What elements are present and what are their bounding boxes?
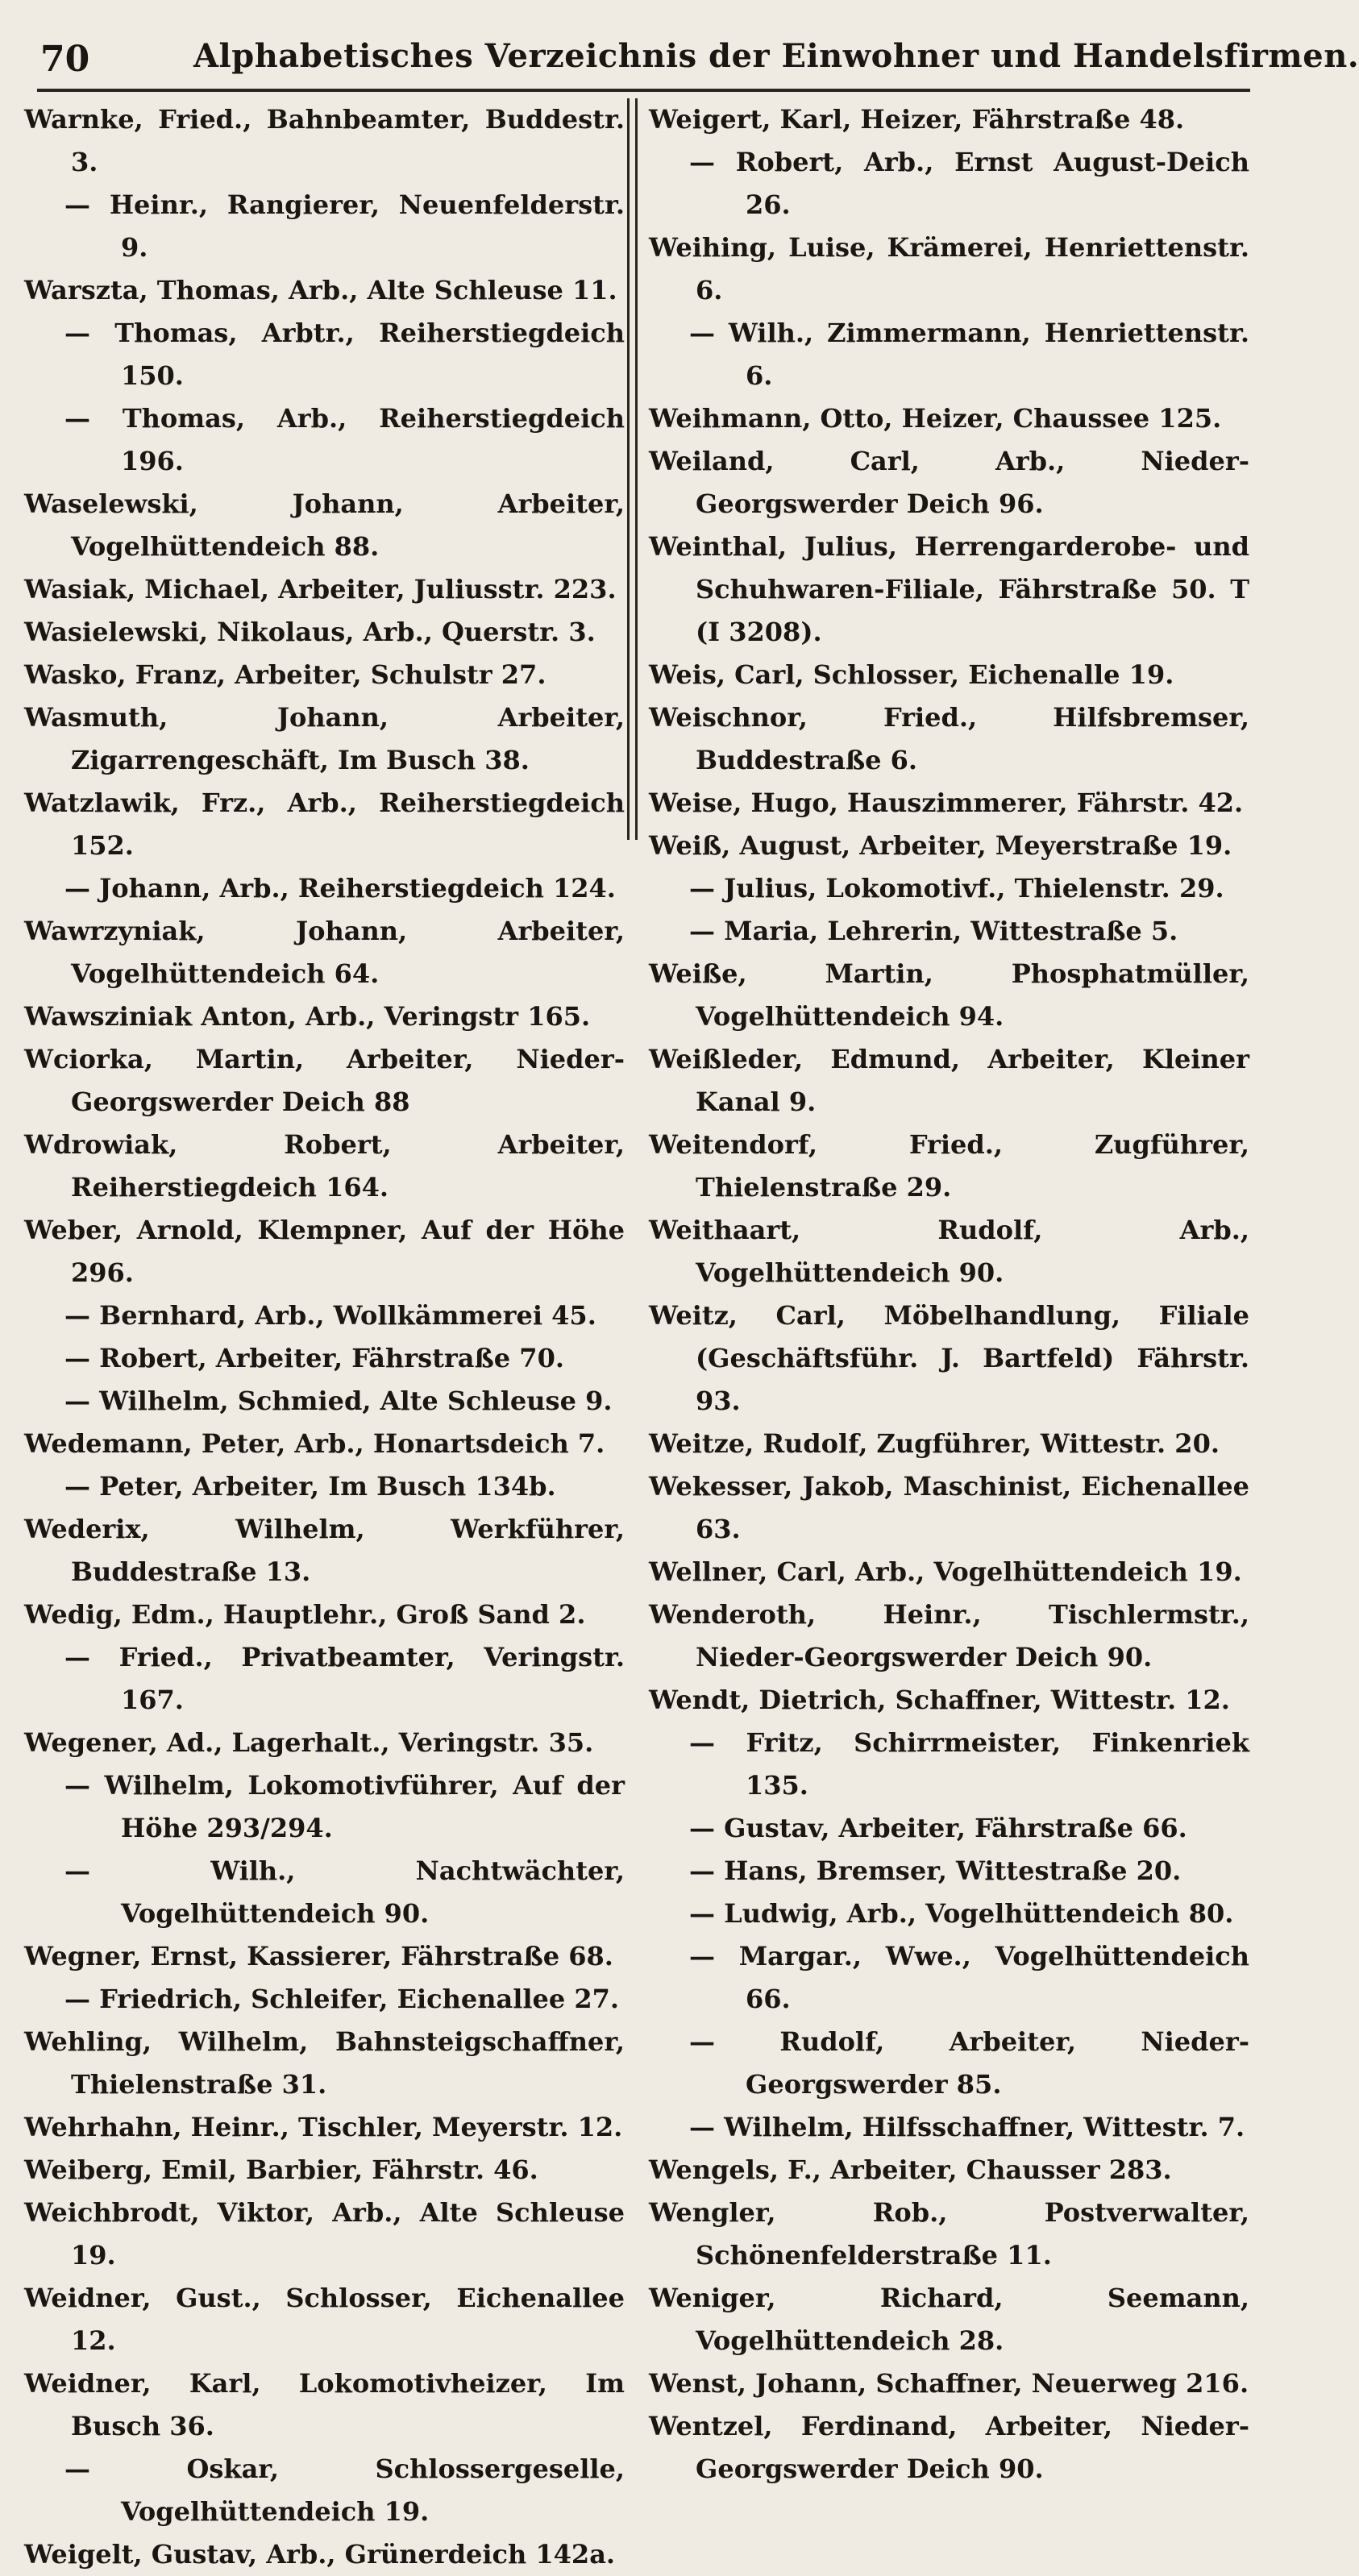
directory-entry: — Robert, Arb., Ernst August-Deich 26.: [689, 147, 1249, 220]
directory-entry: Wentzel, Ferdinand, Arbeiter, Nieder-Georgswerder Deich 90.: [649, 2411, 1249, 2484]
directory-entry: Wasielewski, Nikolaus, Arb., Querstr. 3.: [24, 617, 596, 647]
directory-entry: — Fritz, Schirrmeister, Finkenriek 135.: [689, 1727, 1249, 1801]
directory-entry: Weber, Arnold, Klempner, Auf der Höhe 296.: [24, 1215, 625, 1288]
directory-entry: Warnke, Fried., Bahnbeamter, Buddestr. 3.: [24, 104, 625, 177]
directory-entry: Weihing, Luise, Krämerei, Henriettenstr. 6.: [649, 232, 1249, 305]
directory-entry: Wellner, Carl, Arb., Vogelhüttendeich 19.: [649, 1556, 1242, 1587]
directory-entry: Weihmann, Otto, Heizer, Chaussee 125.: [649, 403, 1222, 434]
directory-entry: Weithaart, Rudolf, Arb., Vogelhüttendeich 90.: [649, 1215, 1249, 1288]
page-header: [0, 0, 1359, 84]
directory-entry: Watzlawik, Frz., Arb., Reiherstiegdeich 152.: [24, 787, 625, 861]
directory-entry: Wengels, F., Arbeiter, Chausser 283.: [649, 2154, 1172, 2185]
directory-entry: Wegner, Ernst, Kassierer, Fährstraße 68.: [24, 1941, 613, 1971]
directory-entry: — Peter, Arbeiter, Im Busch 134b.: [64, 1471, 556, 1502]
directory-entry: Wederix, Wilhelm, Werkführer, Buddestraße 13.: [24, 1514, 625, 1587]
directory-entry: Wasmuth, Johann, Arbeiter, Zigarrengeschäft, Im Busch 38.: [24, 702, 625, 775]
right-column: [649, 98, 1249, 2484]
directory-entry: Weiße, Martin, Phosphatmüller, Vogelhüttendeich 94.: [649, 958, 1249, 1032]
directory-entry: — Margar., Wwe., Vogelhüttendeich 66.: [689, 1941, 1249, 2014]
directory-entry: Wehrhahn, Heinr., Tischler, Meyerstr. 12.: [24, 2112, 623, 2142]
directory-entry: Weniger, Richard, Seemann, Vogelhüttendeich 28.: [649, 2283, 1249, 2356]
directory-entry: — Rudolf, Arbeiter, Nieder-Georgswerder 85.: [689, 2026, 1249, 2100]
directory-entry: Warszta, Thomas, Arb., Alte Schleuse 11.: [24, 275, 617, 305]
directory-entry: Wedig, Edm., Hauptlehr., Groß Sand 2.: [24, 1599, 586, 1630]
directory-entry: — Robert, Arbeiter, Fährstraße 70.: [64, 1343, 564, 1373]
directory-entry: — Wilhelm, Hilfsschaffner, Wittestr. 7.: [689, 2112, 1245, 2142]
directory-entry: Wendt, Dietrich, Schaffner, Wittestr. 12.: [649, 1685, 1230, 1715]
directory-entry: Wciorka, Martin, Arbeiter, Nieder-Georgswerder Deich 88: [24, 1044, 625, 1117]
directory-entry: — Bernhard, Arb., Wollkämmerei 45.: [64, 1300, 596, 1331]
directory-entry: Weinthal, Julius, Herrengarderobe- und Schuhwaren-Filiale, Fährstraße 50. T (I 3208).: [649, 531, 1249, 647]
directory-entry: — Wilhelm, Lokomotivführer, Auf der Höhe 293/294.: [64, 1770, 625, 1843]
directory-entry: Wehling, Wilhelm, Bahnsteigschaffner, Thielenstraße 31.: [24, 2026, 625, 2100]
directory-entry: Wawsziniak Anton, Arb., Veringstr 165.: [24, 1001, 591, 1032]
left-column: [24, 98, 625, 2570]
directory-entry: — Johann, Arb., Reiherstiegdeich 124.: [64, 873, 616, 904]
header-rule: [37, 89, 1250, 92]
directory-entry: Weise, Hugo, Hauszimmerer, Fährstr. 42.: [649, 787, 1244, 818]
directory-entry: Weichbrodt, Viktor, Arb., Alte Schleuse 19.: [24, 2197, 625, 2271]
directory-entry: Wekesser, Jakob, Maschinist, Eichenallee 63.: [649, 1471, 1249, 1544]
directory-entry: Wasko, Franz, Arbeiter, Schulstr 27.: [24, 659, 547, 690]
directory-entry: Waselewski, Johann, Arbeiter, Vogelhüttendeich 88.: [24, 488, 625, 562]
directory-entry: Weiberg, Emil, Barbier, Fährstr. 46.: [24, 2154, 538, 2185]
directory-entry: — Thomas, Arbtr., Reiherstiegdeich 150.: [64, 318, 625, 391]
directory-entry: Weitz, Carl, Möbelhandlung, Filiale (Geschäftsführ. J. Bartfeld) Fährstr. 93.: [649, 1300, 1249, 1416]
directory-entry: Weiß, August, Arbeiter, Meyerstraße 19.: [649, 830, 1232, 861]
column-divider: [627, 98, 630, 840]
running-title: Alphabetisches Verzeichnis der Einwohner und Handelsfirmen.: [193, 37, 1359, 75]
directory-entry: — Julius, Lokomotivf., Thielenstr. 29.: [689, 873, 1224, 904]
directory-entry: Wawrzyniak, Johann, Arbeiter, Vogelhüttendeich 64.: [24, 916, 625, 989]
directory-entry: Weigelt, Gustav, Arb., Grünerdeich 142a.: [24, 2539, 616, 2570]
directory-entry: — Wilh., Nachtwächter, Vogelhüttendeich 90.: [64, 1855, 625, 1929]
directory-entry: Weischnor, Fried., Hilfsbremser, Buddestraße 6.: [649, 702, 1249, 775]
directory-entry: Weidner, Karl, Lokomotivheizer, Im Busch 36.: [24, 2368, 625, 2441]
column-divider: [635, 98, 638, 840]
directory-entry: Weis, Carl, Schlosser, Eichenalle 19.: [649, 659, 1174, 690]
directory-entry: — Maria, Lehrerin, Wittestraße 5.: [689, 916, 1178, 946]
directory-entry: — Gustav, Arbeiter, Fährstraße 66.: [689, 1813, 1187, 1843]
directory-entry: Weißleder, Edmund, Arbeiter, Kleiner Kanal 9.: [649, 1044, 1249, 1117]
directory-entry: Weigert, Karl, Heizer, Fährstraße 48.: [649, 104, 1185, 135]
directory-entry: — Oskar, Schlossergeselle, Vogelhüttendeich 19.: [64, 2453, 625, 2527]
directory-entry: Wegener, Ad., Lagerhalt., Veringstr. 35.: [24, 1727, 594, 1758]
directory-entry: — Heinr., Rangierer, Neuenfelderstr. 9.: [64, 189, 625, 263]
directory-entry: Wasiak, Michael, Arbeiter, Juliusstr. 223.: [24, 574, 617, 605]
directory-entry: Wenst, Johann, Schaffner, Neuerweg 216.: [649, 2368, 1249, 2399]
directory-entry: Wdrowiak, Robert, Arbeiter, Reiherstiegdeich 164.: [24, 1129, 625, 1203]
directory-entry: Wengler, Rob., Postverwalter, Schönenfelderstraße 11.: [649, 2197, 1249, 2271]
directory-entry: — Thomas, Arb., Reiherstiegdeich 196.: [64, 403, 625, 476]
directory-entry: Weidner, Gust., Schlosser, Eichenallee 12.: [24, 2283, 625, 2356]
directory-entry: — Wilhelm, Schmied, Alte Schleuse 9.: [64, 1386, 613, 1416]
directory-entry: Wedemann, Peter, Arb., Honartsdeich 7.: [24, 1428, 605, 1459]
directory-entry: — Friedrich, Schleifer, Eichenallee 27.: [64, 1984, 620, 2014]
directory-entry: — Fried., Privatbeamter, Veringstr. 167.: [64, 1642, 625, 1715]
page-number: 70: [40, 39, 90, 80]
directory-entry: — Ludwig, Arb., Vogelhüttendeich 80.: [689, 1898, 1234, 1929]
directory-entry: — Wilh., Zimmermann, Henriettenstr. 6.: [689, 318, 1249, 391]
directory-entry: Weiland, Carl, Arb., Nieder-Georgswerder Deich 96.: [649, 446, 1249, 519]
directory-entry: Wenderoth, Heinr., Tischlermstr., Nieder-Georgswerder Deich 90.: [649, 1599, 1249, 1672]
directory-entry: Weitze, Rudolf, Zugführer, Wittestr. 20.: [649, 1428, 1220, 1459]
directory-entry: Weitendorf, Fried., Zugführer, Thielenstraße 29.: [649, 1129, 1249, 1203]
directory-entry: — Hans, Bremser, Wittestraße 20.: [689, 1855, 1182, 1886]
